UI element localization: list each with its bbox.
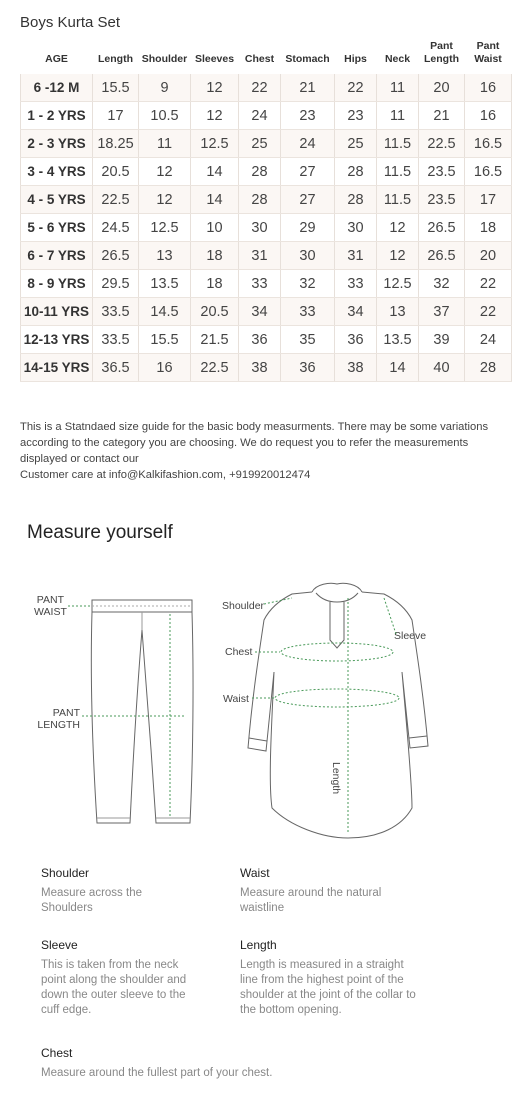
- measurement-cell: 33: [239, 270, 281, 298]
- measurement-cell: 14.5: [139, 298, 191, 326]
- measurement-cell: 10.5: [139, 102, 191, 130]
- measurement-cell: 26.5: [93, 242, 139, 270]
- table-row: [21, 186, 512, 214]
- table-row: [21, 354, 512, 382]
- table-row: [21, 214, 512, 242]
- measurement-cell: 12: [377, 214, 419, 242]
- measurement-cell: 12: [139, 158, 191, 186]
- measurement-cell: 35: [281, 326, 335, 354]
- table-row: [21, 158, 512, 186]
- measurement-cell: 17: [93, 102, 139, 130]
- length-heading: Length: [240, 938, 277, 952]
- measurement-cell: 28: [335, 158, 377, 186]
- measurement-cell: 38: [335, 354, 377, 382]
- measurement-cell: 18: [191, 270, 239, 298]
- measurement-cell: 12.5: [139, 214, 191, 242]
- measurement-cell: 18: [465, 214, 512, 242]
- measurement-cell: 25: [335, 130, 377, 158]
- measurement-cell: 29: [281, 214, 335, 242]
- measurement-cell: 16: [465, 74, 512, 102]
- shoulder-instruction: [41, 866, 211, 916]
- length-instruction: [240, 938, 420, 1018]
- measurement-cell: 12: [139, 186, 191, 214]
- measurement-cell: 40: [419, 354, 465, 382]
- column-header-stomach: Stomach: [285, 53, 330, 65]
- measurement-cell: 22.5: [93, 186, 139, 214]
- measurement-cell: 30: [239, 214, 281, 242]
- measurement-cell: 12: [377, 242, 419, 270]
- chest-text: Measure around the fullest part of your chest.: [41, 1067, 273, 1079]
- measurement-cell: 14: [191, 158, 239, 186]
- measurement-cell: 15.5: [93, 74, 139, 102]
- measurement-cell: 18.25: [93, 130, 139, 158]
- table-row: [21, 326, 512, 354]
- measurement-cell: 36: [335, 326, 377, 354]
- measurement-cell: 28: [335, 186, 377, 214]
- sleeve-heading: Sleeve: [41, 938, 78, 952]
- column-header-sleeves: Sleeves: [194, 53, 235, 65]
- measurement-cell: 13.5: [377, 326, 419, 354]
- measurement-cell: 22.5: [191, 354, 239, 382]
- measurement-cell: 14: [191, 186, 239, 214]
- shoulder-heading: Shoulder: [41, 866, 90, 880]
- customer-care-text: Customer care at info@Kalkifashion.com, +919920012474: [20, 469, 311, 481]
- measurement-cell: 38: [239, 354, 281, 382]
- measurement-cell: 34: [239, 298, 281, 326]
- column-header-shoulder: Shoulder: [141, 53, 188, 65]
- measurement-cell: 23: [335, 102, 377, 130]
- measurement-cell: 27: [281, 186, 335, 214]
- measurement-cell: 17: [465, 186, 512, 214]
- column-header-chest: Chest: [244, 53, 275, 65]
- measurement-cell: 30: [335, 214, 377, 242]
- measurement-cell: 26.5: [419, 214, 465, 242]
- measurement-cell: 36: [239, 326, 281, 354]
- measurement-cell: 33: [281, 298, 335, 326]
- measurement-cell: 24: [239, 102, 281, 130]
- measurement-cell: 22: [465, 298, 512, 326]
- measurement-cell: 28: [239, 158, 281, 186]
- measurement-cell: 36.5: [93, 354, 139, 382]
- size-chart-table: [20, 36, 512, 382]
- measurement-cell: 33.5: [93, 298, 139, 326]
- measurement-cell: 16.5: [465, 158, 512, 186]
- garment-illustration: [0, 575, 530, 845]
- measurement-cell: 16: [139, 354, 191, 382]
- measurement-cell: 31: [239, 242, 281, 270]
- age-cell: 8 - 9 YRS: [21, 270, 93, 298]
- age-cell: 10-11 YRS: [21, 298, 93, 326]
- measurement-cell: 28: [465, 354, 512, 382]
- measurement-cell: 32: [419, 270, 465, 298]
- measurement-cell: 23.5: [419, 186, 465, 214]
- length-label: Length: [330, 762, 342, 795]
- measurement-cell: 33: [335, 270, 377, 298]
- measurement-cell: 18: [191, 242, 239, 270]
- measurement-cell: 12: [191, 74, 239, 102]
- column-header-hips: Hips: [344, 53, 367, 65]
- page-title: Boys Kurta Set: [20, 14, 121, 31]
- waist-label: Waist: [223, 693, 249, 705]
- measurement-cell: 37: [419, 298, 465, 326]
- measurement-cell: 13: [139, 242, 191, 270]
- note-text: This is a Statndaed size guide for the basic body measurments. There may be some variations according to the category you are choosing. We do request you to refer the measurements displayed or contact our: [20, 421, 489, 465]
- measurement-cell: 21: [281, 74, 335, 102]
- shoulder-label: Shoulder: [222, 600, 265, 612]
- column-header-pant-waist: Pant Waist: [474, 40, 502, 65]
- measurement-cell: 13.5: [139, 270, 191, 298]
- age-cell: 3 - 4 YRS: [21, 158, 93, 186]
- pant-waist-label: PANT WAIST: [34, 594, 67, 618]
- table-row: [21, 242, 512, 270]
- table-row: [21, 102, 512, 130]
- chest-heading: Chest: [41, 1046, 73, 1060]
- measurement-cell: 31: [335, 242, 377, 270]
- measurement-cell: 36: [281, 354, 335, 382]
- measurement-cell: 11: [377, 102, 419, 130]
- measurement-cell: 12.5: [377, 270, 419, 298]
- measurement-cell: 34: [335, 298, 377, 326]
- chest-instruction: [41, 1046, 361, 1081]
- measurement-cell: 33.5: [93, 326, 139, 354]
- waist-text: Measure around the natural waistline: [240, 887, 382, 914]
- table-row: [21, 130, 512, 158]
- measurement-cell: 11: [377, 74, 419, 102]
- age-cell: 1 - 2 YRS: [21, 102, 93, 130]
- measurement-cell: 30: [281, 242, 335, 270]
- age-cell: 12-13 YRS: [21, 326, 93, 354]
- measurement-cell: 16.5: [465, 130, 512, 158]
- column-header-age: AGE: [45, 53, 68, 65]
- measurement-cell: 12.5: [191, 130, 239, 158]
- column-header-length: Length: [98, 53, 133, 65]
- measurement-cell: 11.5: [377, 130, 419, 158]
- measurement-cell: 12: [191, 102, 239, 130]
- sleeve-instruction: [41, 938, 201, 1018]
- table-row: [21, 270, 512, 298]
- measurement-cell: 22.5: [419, 130, 465, 158]
- measurement-cell: 25: [239, 130, 281, 158]
- age-cell: 6 -12 M: [21, 74, 93, 102]
- sleeve-label: Sleeve: [394, 630, 427, 642]
- waist-heading: Waist: [240, 866, 270, 880]
- size-guide-note: [20, 419, 515, 483]
- table-row: [21, 298, 512, 326]
- column-header-neck: Neck: [384, 53, 411, 65]
- table-row: [21, 74, 512, 102]
- measurement-cell: 20: [419, 74, 465, 102]
- measurement-cell: 13: [377, 298, 419, 326]
- measurement-cell: 23.5: [419, 158, 465, 186]
- measurement-cell: 24.5: [93, 214, 139, 242]
- table-header-row: [21, 36, 512, 74]
- measurement-cell: 24: [281, 130, 335, 158]
- shoulder-text: Measure across the Shoulders: [41, 887, 142, 914]
- measurement-cell: 11.5: [377, 158, 419, 186]
- measurement-cell: 11: [139, 130, 191, 158]
- kurta-illustration: [248, 583, 428, 838]
- measurement-cell: 39: [419, 326, 465, 354]
- pant-length-label: PANT LENGTH: [37, 707, 80, 731]
- measurement-cell: 29.5: [93, 270, 139, 298]
- measurement-cell: 16: [465, 102, 512, 130]
- measurement-cell: 20.5: [93, 158, 139, 186]
- waist-instruction: [240, 866, 420, 916]
- sleeve-text: This is taken from the neck point along the shoulder and down the outer sleeve to the cuff edge.: [41, 959, 187, 1016]
- chest-label: Chest: [225, 646, 253, 658]
- measurement-cell: 22: [465, 270, 512, 298]
- measurement-cell: 11.5: [377, 186, 419, 214]
- measurement-cell: 21: [419, 102, 465, 130]
- measurement-cell: 21.5: [191, 326, 239, 354]
- length-text: Length is measured in a straight line from the highest point of the shoulder at the joint of the collar to the bottom opening.: [240, 959, 416, 1016]
- measure-yourself-heading: Measure yourself: [27, 522, 173, 543]
- measurement-cell: 10: [191, 214, 239, 242]
- age-cell: 6 - 7 YRS: [21, 242, 93, 270]
- column-header-pant-length: Pant Length: [424, 40, 459, 65]
- measurement-cell: 28: [239, 186, 281, 214]
- pants-illustration: [91, 600, 193, 823]
- age-cell: 14-15 YRS: [21, 354, 93, 382]
- measurement-cell: 32: [281, 270, 335, 298]
- age-cell: 5 - 6 YRS: [21, 214, 93, 242]
- age-cell: 4 - 5 YRS: [21, 186, 93, 214]
- measurement-cell: 20: [465, 242, 512, 270]
- measurement-cell: 15.5: [139, 326, 191, 354]
- age-cell: 2 - 3 YRS: [21, 130, 93, 158]
- measurement-cell: 26.5: [419, 242, 465, 270]
- measurement-cell: 20.5: [191, 298, 239, 326]
- measurement-cell: 24: [465, 326, 512, 354]
- measurement-cell: 14: [377, 354, 419, 382]
- measurement-cell: 23: [281, 102, 335, 130]
- measurement-cell: 9: [139, 74, 191, 102]
- measurement-cell: 22: [335, 74, 377, 102]
- measurement-cell: 27: [281, 158, 335, 186]
- measurement-cell: 22: [239, 74, 281, 102]
